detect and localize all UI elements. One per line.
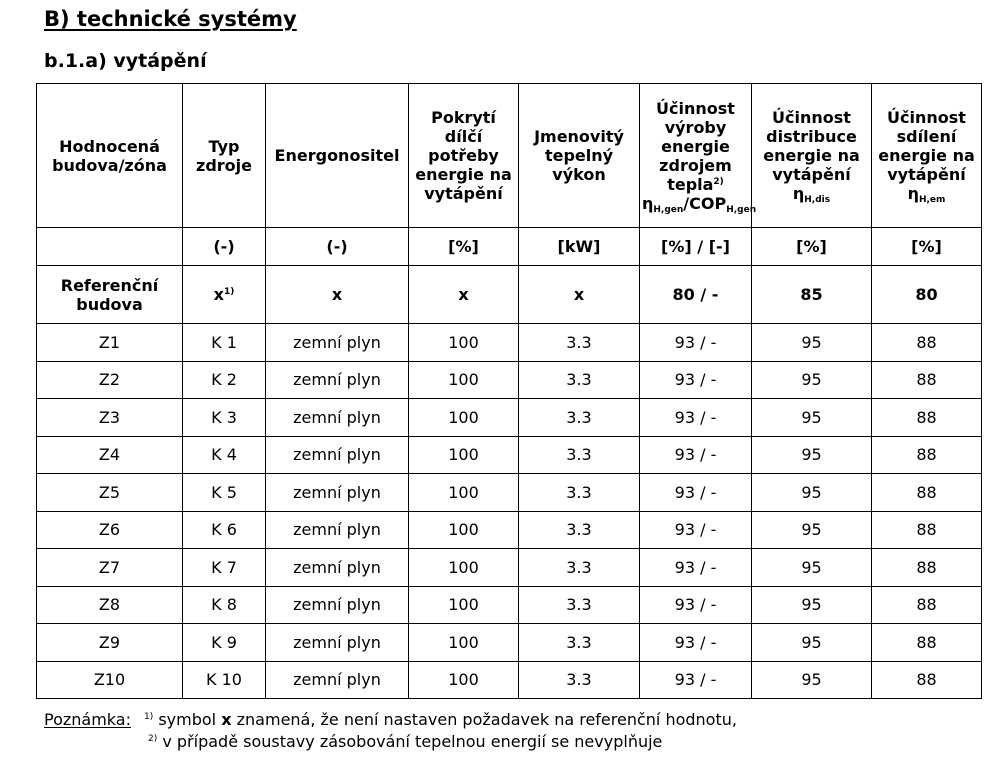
- cell-rated-output: 3.3: [519, 661, 640, 699]
- cell-dis-efficiency: 95: [752, 436, 872, 474]
- cell-rated-output: 3.3: [519, 586, 640, 624]
- footnote-1-bold: x: [221, 710, 232, 729]
- header-source-type: Typ zdroje: [183, 84, 266, 228]
- cell-gen-efficiency: 93 / -: [640, 474, 752, 512]
- cell-zone: Z9: [37, 624, 183, 662]
- cell-dis-efficiency: 95: [752, 511, 872, 549]
- cell-coverage: 100: [409, 361, 519, 399]
- ref-gen-efficiency: 80 / -: [640, 266, 752, 324]
- zone-rows: [37, 324, 982, 699]
- header-gen-symbol-cop-sub: H,gen: [726, 204, 757, 215]
- table-row: [37, 436, 982, 474]
- cell-em-efficiency: 88: [872, 511, 982, 549]
- cell-energy-carrier: zemní plyn: [266, 586, 409, 624]
- cell-zone: Z1: [37, 324, 183, 362]
- header-gen-symbol-cop: /COP: [683, 193, 727, 213]
- unit-em-efficiency: [%]: [872, 228, 982, 266]
- cell-energy-carrier: zemní plyn: [266, 324, 409, 362]
- units-row: [37, 228, 982, 266]
- header-gen-efficiency-label: Účinnost výroby energie zdrojem tepla: [656, 98, 735, 194]
- ref-source-type-note: 1): [223, 287, 235, 297]
- cell-gen-efficiency: 93 / -: [640, 399, 752, 437]
- cell-dis-efficiency: 95: [752, 549, 872, 587]
- cell-energy-carrier: zemní plyn: [266, 511, 409, 549]
- cell-zone: Z10: [37, 661, 183, 699]
- header-em-efficiency: [872, 84, 982, 228]
- cell-em-efficiency: 88: [872, 361, 982, 399]
- cell-coverage: 100: [409, 436, 519, 474]
- header-energy-carrier: Energonositel: [266, 84, 409, 228]
- cell-zone: Z7: [37, 549, 183, 587]
- cell-coverage: 100: [409, 511, 519, 549]
- cell-source-type: K 8: [183, 586, 266, 624]
- unit-energy-carrier: (-): [266, 228, 409, 266]
- cell-zone: Z3: [37, 399, 183, 437]
- cell-coverage: 100: [409, 661, 519, 699]
- cell-em-efficiency: 88: [872, 399, 982, 437]
- cell-source-type: K 5: [183, 474, 266, 512]
- cell-gen-efficiency: 93 / -: [640, 324, 752, 362]
- cell-dis-efficiency: 95: [752, 586, 872, 624]
- cell-energy-carrier: zemní plyn: [266, 624, 409, 662]
- footnote-1-text-before: symbol: [158, 710, 217, 729]
- header-gen-efficiency: [640, 84, 757, 228]
- cell-zone: Z6: [37, 511, 183, 549]
- cell-rated-output: 3.3: [519, 511, 640, 549]
- cell-dis-efficiency: 95: [752, 399, 872, 437]
- cell-energy-carrier: zemní plyn: [266, 474, 409, 512]
- cell-zone: Z5: [37, 474, 183, 512]
- unit-source-type: (-): [183, 228, 266, 266]
- ref-energy-carrier: x: [266, 266, 409, 324]
- cell-coverage: 100: [409, 324, 519, 362]
- table-row: [37, 474, 982, 512]
- footnote: [44, 709, 737, 753]
- table-row: [37, 661, 982, 699]
- table-row: [37, 624, 982, 662]
- cell-energy-carrier: zemní plyn: [266, 549, 409, 587]
- cell-source-type: K 4: [183, 436, 266, 474]
- table-row: [37, 324, 982, 362]
- header-dis-symbol-eta: η: [792, 184, 805, 203]
- cell-coverage: 100: [409, 549, 519, 587]
- cell-rated-output: 3.3: [519, 399, 640, 437]
- unit-rated-output: [kW]: [519, 228, 640, 266]
- cell-source-type: K 6: [183, 511, 266, 549]
- table-row: [37, 586, 982, 624]
- cell-zone: Z4: [37, 436, 183, 474]
- cell-rated-output: 3.3: [519, 474, 640, 512]
- cell-zone: Z8: [37, 586, 183, 624]
- unit-coverage: [%]: [409, 228, 519, 266]
- cell-em-efficiency: 88: [872, 549, 982, 587]
- cell-zone: Z2: [37, 361, 183, 399]
- cell-em-efficiency: 88: [872, 436, 982, 474]
- cell-coverage: 100: [409, 586, 519, 624]
- header-row: [37, 84, 982, 228]
- unit-dis-efficiency: [%]: [752, 228, 872, 266]
- cell-gen-efficiency: 93 / -: [640, 624, 752, 662]
- ref-label: Referenční budova: [37, 266, 183, 324]
- cell-rated-output: 3.3: [519, 361, 640, 399]
- header-em-efficiency-label: Účinnost sdílení energie na vytápění: [878, 108, 975, 184]
- reference-row: [37, 266, 982, 324]
- subsection-title: b.1.a) vytápění: [44, 50, 207, 72]
- cell-em-efficiency: 88: [872, 661, 982, 699]
- table-row: [37, 549, 982, 587]
- header-em-symbol-eta: η: [907, 184, 919, 203]
- ref-rated-output: x: [519, 266, 640, 324]
- section-title: B) technické systémy: [44, 7, 297, 31]
- footnote-label: Poznámka:: [44, 710, 131, 729]
- table-row: [37, 399, 982, 437]
- cell-rated-output: 3.3: [519, 624, 640, 662]
- cell-coverage: 100: [409, 624, 519, 662]
- cell-source-type: K 2: [183, 361, 266, 399]
- cell-source-type: K 10: [183, 661, 266, 699]
- cell-dis-efficiency: 95: [752, 474, 872, 512]
- cell-dis-efficiency: 95: [752, 624, 872, 662]
- footnote-1-text-after: znamená, že není nastaven požadavek na referenční hodnotu,: [236, 710, 737, 729]
- ref-dis-efficiency: 85: [752, 266, 872, 324]
- cell-em-efficiency: 88: [872, 474, 982, 512]
- cell-dis-efficiency: 95: [752, 361, 872, 399]
- cell-em-efficiency: 88: [872, 586, 982, 624]
- cell-dis-efficiency: 95: [752, 324, 872, 362]
- cell-rated-output: 3.3: [519, 549, 640, 587]
- unit-gen-efficiency: [%] / [-]: [640, 228, 752, 266]
- unit-building: [37, 228, 183, 266]
- header-gen-symbol-eta-sub: H,gen: [653, 204, 684, 215]
- cell-em-efficiency: 88: [872, 324, 982, 362]
- footnote-2-mark: 2): [148, 734, 158, 744]
- cell-energy-carrier: zemní plyn: [266, 661, 409, 699]
- heating-systems-table: [36, 83, 982, 699]
- header-gen-symbol-eta: η: [642, 193, 654, 213]
- cell-rated-output: 3.3: [519, 324, 640, 362]
- cell-source-type: K 3: [183, 399, 266, 437]
- cell-gen-efficiency: 93 / -: [640, 586, 752, 624]
- footnote-line-1: [44, 709, 737, 731]
- ref-em-efficiency: 80: [872, 266, 982, 324]
- cell-gen-efficiency: 93 / -: [640, 511, 752, 549]
- header-coverage: Pokrytí dílčí potřeby energie na vytápění: [409, 84, 519, 228]
- header-dis-efficiency-label: Účinnost distribuce energie na vytápění: [763, 108, 860, 184]
- header-gen-efficiency-note: 2): [713, 176, 724, 187]
- cell-source-type: K 9: [183, 624, 266, 662]
- cell-source-type: K 7: [183, 549, 266, 587]
- cell-energy-carrier: zemní plyn: [266, 399, 409, 437]
- header-dis-efficiency: [752, 84, 872, 228]
- ref-source-type: [183, 266, 266, 324]
- table-row: [37, 361, 982, 399]
- ref-coverage: x: [409, 266, 519, 324]
- header-em-symbol-sub: H,em: [918, 195, 946, 205]
- cell-gen-efficiency: 93 / -: [640, 361, 752, 399]
- table-row: [37, 511, 982, 549]
- header-building: Hodnocená budova/zóna: [37, 84, 183, 228]
- cell-gen-efficiency: 93 / -: [640, 549, 752, 587]
- cell-coverage: 100: [409, 399, 519, 437]
- footnote-1-mark: 1): [144, 712, 154, 722]
- cell-source-type: K 1: [183, 324, 266, 362]
- footnote-line-2: [44, 731, 737, 753]
- ref-source-type-value: x: [213, 285, 224, 304]
- cell-rated-output: 3.3: [519, 436, 640, 474]
- cell-dis-efficiency: 95: [752, 661, 872, 699]
- cell-energy-carrier: zemní plyn: [266, 361, 409, 399]
- cell-em-efficiency: 88: [872, 624, 982, 662]
- footnote-2-text: v případě soustavy zásobování tepelnou energií se nevyplňuje: [162, 732, 663, 751]
- cell-energy-carrier: zemní plyn: [266, 436, 409, 474]
- header-dis-symbol-sub: H,dis: [804, 195, 831, 205]
- cell-gen-efficiency: 93 / -: [640, 661, 752, 699]
- header-rated-output: Jmenovitý tepelný výkon: [519, 84, 640, 228]
- cell-gen-efficiency: 93 / -: [640, 436, 752, 474]
- cell-coverage: 100: [409, 474, 519, 512]
